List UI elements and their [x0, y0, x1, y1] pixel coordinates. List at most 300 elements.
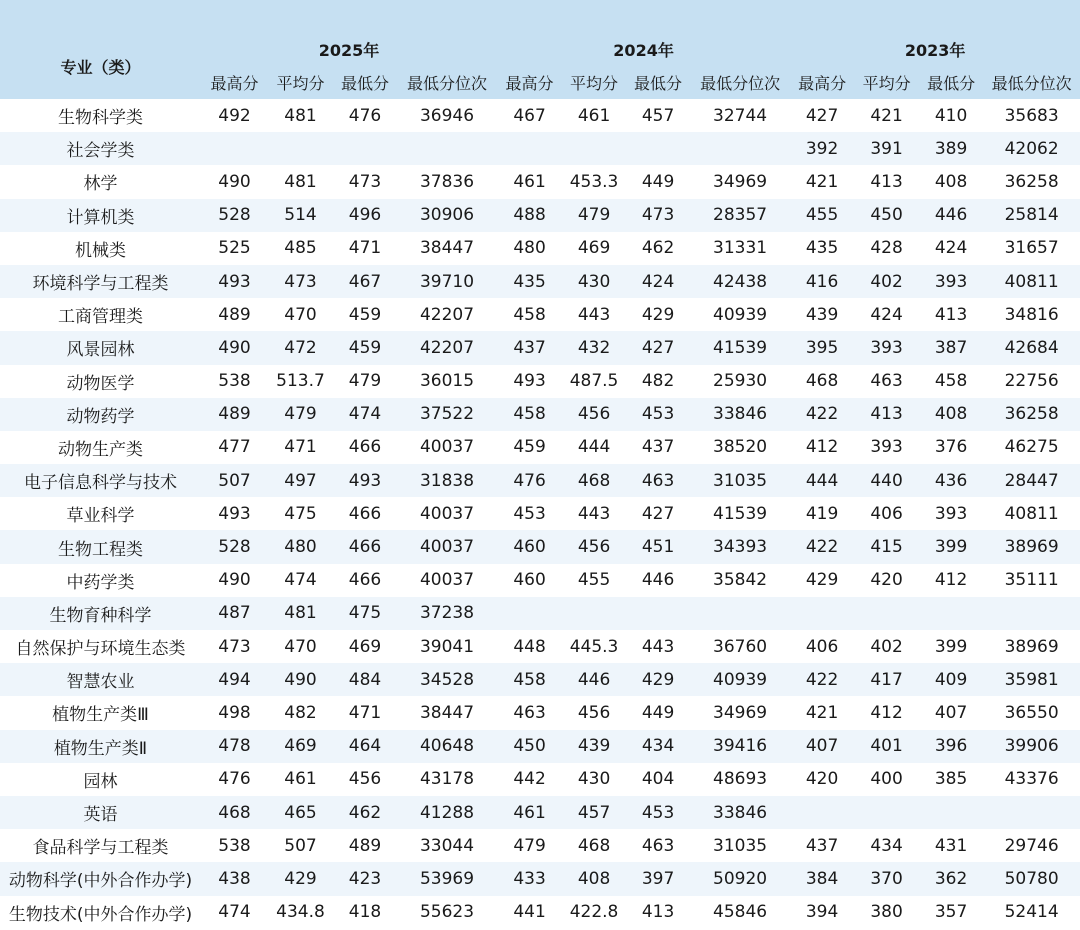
score-cell: 462 — [626, 232, 690, 265]
score-cell: 444 — [790, 464, 854, 497]
table-row — [0, 398, 1080, 431]
score-cell: 481 — [268, 597, 333, 630]
score-cell — [690, 597, 790, 630]
score-cell: 487 — [201, 597, 268, 630]
sub-column-header: 最低分 — [333, 66, 397, 99]
score-cell: 440 — [854, 464, 919, 497]
score-cell: 446 — [919, 199, 983, 232]
score-cell: 43178 — [397, 763, 497, 796]
score-cell: 408 — [919, 165, 983, 198]
score-cell: 55623 — [397, 896, 497, 929]
score-cell: 34816 — [983, 298, 1080, 331]
score-cell: 476 — [333, 99, 397, 132]
major-name-cell: 生物技术(中外合作办学) — [0, 896, 201, 929]
score-cell: 467 — [333, 265, 397, 298]
score-cell: 459 — [497, 431, 562, 464]
major-name-cell: 环境科学与工程类 — [0, 265, 201, 298]
score-cell — [790, 796, 854, 829]
score-cell: 489 — [201, 398, 268, 431]
score-cell: 25930 — [690, 365, 790, 398]
score-cell: 392 — [790, 132, 854, 165]
score-cell: 33846 — [690, 398, 790, 431]
score-cell: 408 — [562, 862, 626, 895]
score-cell: 402 — [854, 265, 919, 298]
score-cell: 38969 — [983, 530, 1080, 563]
score-cell: 490 — [201, 165, 268, 198]
sub-column-header: 平均分 — [268, 66, 333, 99]
score-cell: 32744 — [690, 99, 790, 132]
score-cell: 487.5 — [562, 365, 626, 398]
table-row — [0, 829, 1080, 862]
score-cell: 462 — [333, 796, 397, 829]
score-cell: 479 — [333, 365, 397, 398]
score-cell — [854, 597, 919, 630]
score-cell: 36258 — [983, 165, 1080, 198]
score-cell: 413 — [626, 896, 690, 929]
major-name-cell: 机械类 — [0, 232, 201, 265]
score-cell: 406 — [790, 630, 854, 663]
score-cell: 40939 — [690, 663, 790, 696]
score-cell: 467 — [497, 99, 562, 132]
score-cell — [919, 597, 983, 630]
table-header — [0, 33, 1080, 99]
score-cell: 394 — [790, 896, 854, 929]
score-cell: 437 — [626, 431, 690, 464]
score-cell: 463 — [497, 696, 562, 729]
score-cell: 466 — [333, 564, 397, 597]
score-cell: 468 — [562, 829, 626, 862]
score-cell: 415 — [854, 530, 919, 563]
score-cell: 461 — [562, 99, 626, 132]
score-cell: 475 — [268, 497, 333, 530]
score-cell: 385 — [919, 763, 983, 796]
score-cell: 412 — [790, 431, 854, 464]
score-cell: 37238 — [397, 597, 497, 630]
table-body — [0, 99, 1080, 929]
major-name-cell: 动物生产类 — [0, 431, 201, 464]
score-cell: 450 — [854, 199, 919, 232]
score-cell: 455 — [562, 564, 626, 597]
score-cell: 538 — [201, 365, 268, 398]
score-cell: 413 — [919, 298, 983, 331]
score-cell: 397 — [626, 862, 690, 895]
score-cell: 407 — [919, 696, 983, 729]
score-cell: 43376 — [983, 763, 1080, 796]
score-cell: 31657 — [983, 232, 1080, 265]
score-cell: 412 — [919, 564, 983, 597]
score-cell: 38520 — [690, 431, 790, 464]
score-cell: 469 — [562, 232, 626, 265]
score-cell: 453 — [626, 796, 690, 829]
score-cell: 41539 — [690, 497, 790, 530]
score-cell: 419 — [790, 497, 854, 530]
table-row — [0, 365, 1080, 398]
score-cell: 434.8 — [268, 896, 333, 929]
score-cell: 439 — [562, 730, 626, 763]
score-cell: 38447 — [397, 696, 497, 729]
score-cell: 493 — [333, 464, 397, 497]
sub-column-header: 平均分 — [562, 66, 626, 99]
score-cell: 36550 — [983, 696, 1080, 729]
score-cell: 428 — [854, 232, 919, 265]
score-cell: 34969 — [690, 696, 790, 729]
score-cell: 443 — [562, 497, 626, 530]
score-cell: 466 — [333, 431, 397, 464]
score-cell: 472 — [268, 331, 333, 364]
score-cell: 391 — [854, 132, 919, 165]
score-cell: 476 — [201, 763, 268, 796]
score-cell: 41539 — [690, 331, 790, 364]
score-cell: 409 — [919, 663, 983, 696]
score-cell: 456 — [562, 398, 626, 431]
score-cell: 488 — [497, 199, 562, 232]
table-row — [0, 796, 1080, 829]
score-cell: 357 — [919, 896, 983, 929]
table-row — [0, 298, 1080, 331]
score-cell: 41288 — [397, 796, 497, 829]
score-cell: 437 — [790, 829, 854, 862]
major-name-cell: 英语 — [0, 796, 201, 829]
score-cell: 422 — [790, 530, 854, 563]
major-name-cell: 电子信息科学与技术 — [0, 464, 201, 497]
score-cell: 458 — [497, 298, 562, 331]
major-name-cell: 食品科学与工程类 — [0, 829, 201, 862]
score-cell: 479 — [497, 829, 562, 862]
major-name-cell: 草业科学 — [0, 497, 201, 530]
score-cell: 37522 — [397, 398, 497, 431]
score-cell: 410 — [919, 99, 983, 132]
score-cell: 458 — [919, 365, 983, 398]
score-cell: 420 — [790, 763, 854, 796]
score-cell: 42684 — [983, 331, 1080, 364]
score-cell — [562, 597, 626, 630]
score-cell: 413 — [854, 165, 919, 198]
score-cell: 497 — [268, 464, 333, 497]
score-cell: 446 — [562, 663, 626, 696]
score-cell: 474 — [201, 896, 268, 929]
score-cell: 457 — [562, 796, 626, 829]
score-cell: 470 — [268, 630, 333, 663]
score-cell — [626, 597, 690, 630]
score-cell: 453 — [626, 398, 690, 431]
score-cell: 482 — [268, 696, 333, 729]
score-cell: 427 — [790, 99, 854, 132]
table-row — [0, 696, 1080, 729]
major-name-cell: 动物药学 — [0, 398, 201, 431]
score-cell: 408 — [919, 398, 983, 431]
score-cell: 39416 — [690, 730, 790, 763]
score-cell: 399 — [919, 530, 983, 563]
score-cell: 496 — [333, 199, 397, 232]
score-cell: 40939 — [690, 298, 790, 331]
score-cell: 471 — [333, 696, 397, 729]
score-cell: 31035 — [690, 464, 790, 497]
score-cell: 22756 — [983, 365, 1080, 398]
score-cell: 479 — [268, 398, 333, 431]
sub-column-header: 平均分 — [854, 66, 919, 99]
major-name-cell: 计算机类 — [0, 199, 201, 232]
major-name-cell: 植物生产类Ⅲ — [0, 696, 201, 729]
score-cell — [497, 132, 562, 165]
score-cell: 35981 — [983, 663, 1080, 696]
score-cell: 492 — [201, 99, 268, 132]
score-cell: 389 — [919, 132, 983, 165]
major-name-cell: 中药学类 — [0, 564, 201, 597]
score-cell: 40037 — [397, 530, 497, 563]
score-cell: 461 — [268, 763, 333, 796]
score-cell: 417 — [854, 663, 919, 696]
score-cell: 40037 — [397, 431, 497, 464]
score-cell: 449 — [626, 696, 690, 729]
score-cell: 513.7 — [268, 365, 333, 398]
score-cell: 42207 — [397, 331, 497, 364]
table-row — [0, 132, 1080, 165]
score-cell: 35111 — [983, 564, 1080, 597]
score-cell: 528 — [201, 199, 268, 232]
score-cell: 480 — [268, 530, 333, 563]
major-name-cell: 生物科学类 — [0, 99, 201, 132]
score-cell: 427 — [626, 497, 690, 530]
score-cell: 434 — [626, 730, 690, 763]
score-cell: 445.3 — [562, 630, 626, 663]
score-cell: 36760 — [690, 630, 790, 663]
score-cell: 463 — [626, 464, 690, 497]
score-cell: 498 — [201, 696, 268, 729]
score-cell: 453.3 — [562, 165, 626, 198]
score-cell: 430 — [562, 265, 626, 298]
table-row — [0, 165, 1080, 198]
score-cell: 464 — [333, 730, 397, 763]
score-cell: 376 — [919, 431, 983, 464]
score-cell: 396 — [919, 730, 983, 763]
table-row — [0, 331, 1080, 364]
score-cell: 40037 — [397, 497, 497, 530]
table-row — [0, 597, 1080, 630]
score-cell — [983, 796, 1080, 829]
score-cell: 461 — [497, 796, 562, 829]
score-cell: 401 — [854, 730, 919, 763]
score-cell: 474 — [268, 564, 333, 597]
score-cell: 50920 — [690, 862, 790, 895]
table-row — [0, 99, 1080, 132]
sub-column-header: 最高分 — [790, 66, 854, 99]
score-cell: 493 — [201, 265, 268, 298]
score-cell: 33846 — [690, 796, 790, 829]
table-row — [0, 630, 1080, 663]
score-cell: 466 — [333, 530, 397, 563]
score-cell: 490 — [268, 663, 333, 696]
score-cell: 423 — [333, 862, 397, 895]
score-cell — [790, 597, 854, 630]
score-cell: 28357 — [690, 199, 790, 232]
score-cell: 407 — [790, 730, 854, 763]
score-cell: 460 — [497, 530, 562, 563]
top-banner — [0, 0, 1080, 33]
table-row — [0, 564, 1080, 597]
score-cell: 456 — [562, 696, 626, 729]
score-cell: 28447 — [983, 464, 1080, 497]
score-cell: 473 — [268, 265, 333, 298]
score-cell: 40811 — [983, 497, 1080, 530]
score-cell: 413 — [854, 398, 919, 431]
score-cell: 422 — [790, 398, 854, 431]
score-cell: 39710 — [397, 265, 497, 298]
score-cell: 466 — [333, 497, 397, 530]
score-cell: 463 — [626, 829, 690, 862]
score-cell — [268, 132, 333, 165]
score-cell: 40037 — [397, 564, 497, 597]
major-name-cell: 社会学类 — [0, 132, 201, 165]
score-cell: 458 — [497, 663, 562, 696]
score-cell: 455 — [790, 199, 854, 232]
score-cell: 31035 — [690, 829, 790, 862]
score-cell: 393 — [854, 331, 919, 364]
score-cell: 480 — [497, 232, 562, 265]
score-cell: 481 — [268, 165, 333, 198]
score-cell: 443 — [562, 298, 626, 331]
score-cell — [397, 132, 497, 165]
score-cell: 453 — [497, 497, 562, 530]
sub-column-header: 最低分位次 — [397, 66, 497, 99]
score-cell: 40811 — [983, 265, 1080, 298]
score-cell: 493 — [201, 497, 268, 530]
score-cell: 451 — [626, 530, 690, 563]
score-cell: 429 — [626, 298, 690, 331]
score-cell: 380 — [854, 896, 919, 929]
table-row — [0, 896, 1080, 929]
admission-score-table — [0, 33, 1080, 929]
score-cell: 52414 — [983, 896, 1080, 929]
major-name-cell: 工商管理类 — [0, 298, 201, 331]
score-cell: 37836 — [397, 165, 497, 198]
score-cell: 42207 — [397, 298, 497, 331]
score-cell: 494 — [201, 663, 268, 696]
score-cell: 479 — [562, 199, 626, 232]
score-cell: 50780 — [983, 862, 1080, 895]
score-cell: 471 — [268, 431, 333, 464]
score-cell: 457 — [626, 99, 690, 132]
score-cell: 475 — [333, 597, 397, 630]
table-row — [0, 763, 1080, 796]
table-row — [0, 464, 1080, 497]
table-row — [0, 497, 1080, 530]
score-cell: 477 — [201, 431, 268, 464]
score-cell: 482 — [626, 365, 690, 398]
score-cell — [497, 597, 562, 630]
sub-column-header: 最低分 — [919, 66, 983, 99]
score-cell: 432 — [562, 331, 626, 364]
sub-column-header: 最高分 — [201, 66, 268, 99]
score-cell: 36258 — [983, 398, 1080, 431]
score-cell: 507 — [201, 464, 268, 497]
score-cell: 393 — [919, 265, 983, 298]
score-cell: 422.8 — [562, 896, 626, 929]
score-cell: 439 — [790, 298, 854, 331]
table-row — [0, 663, 1080, 696]
score-cell: 418 — [333, 896, 397, 929]
score-cell: 33044 — [397, 829, 497, 862]
table-row — [0, 730, 1080, 763]
score-cell: 38447 — [397, 232, 497, 265]
year-header-2025: 2025年 — [201, 33, 497, 66]
score-cell: 46275 — [983, 431, 1080, 464]
score-cell: 370 — [854, 862, 919, 895]
score-cell: 525 — [201, 232, 268, 265]
score-cell: 412 — [854, 696, 919, 729]
sub-column-header: 最低分位次 — [983, 66, 1080, 99]
score-cell: 387 — [919, 331, 983, 364]
score-cell: 442 — [497, 763, 562, 796]
score-cell: 446 — [626, 564, 690, 597]
score-cell: 468 — [790, 365, 854, 398]
score-cell: 429 — [790, 564, 854, 597]
score-cell: 435 — [497, 265, 562, 298]
score-cell: 404 — [626, 763, 690, 796]
score-cell: 31331 — [690, 232, 790, 265]
major-name-cell: 生物育种科学 — [0, 597, 201, 630]
score-cell — [333, 132, 397, 165]
table-row — [0, 431, 1080, 464]
sub-column-header: 最低分 — [626, 66, 690, 99]
sub-column-header: 最高分 — [497, 66, 562, 99]
score-cell: 402 — [854, 630, 919, 663]
score-cell: 25814 — [983, 199, 1080, 232]
score-cell: 493 — [497, 365, 562, 398]
major-name-cell: 动物科学(中外合作办学) — [0, 862, 201, 895]
score-cell: 36946 — [397, 99, 497, 132]
score-cell: 460 — [497, 564, 562, 597]
score-cell: 422 — [790, 663, 854, 696]
score-cell: 444 — [562, 431, 626, 464]
year-header-row — [0, 33, 1080, 66]
score-cell: 34969 — [690, 165, 790, 198]
major-name-cell: 生物工程类 — [0, 530, 201, 563]
score-cell: 427 — [626, 331, 690, 364]
score-cell: 433 — [497, 862, 562, 895]
score-cell — [562, 132, 626, 165]
score-cell — [854, 796, 919, 829]
table-row — [0, 232, 1080, 265]
table-row — [0, 862, 1080, 895]
score-cell: 29746 — [983, 829, 1080, 862]
score-cell: 30906 — [397, 199, 497, 232]
score-cell: 448 — [497, 630, 562, 663]
score-cell: 429 — [626, 663, 690, 696]
score-cell: 39041 — [397, 630, 497, 663]
score-cell — [983, 597, 1080, 630]
score-cell: 490 — [201, 564, 268, 597]
score-cell: 429 — [268, 862, 333, 895]
score-cell: 481 — [268, 99, 333, 132]
score-cell: 469 — [333, 630, 397, 663]
score-cell: 478 — [201, 730, 268, 763]
score-cell: 458 — [497, 398, 562, 431]
score-cell: 42062 — [983, 132, 1080, 165]
table-row — [0, 530, 1080, 563]
score-cell: 434 — [854, 829, 919, 862]
score-cell: 471 — [333, 232, 397, 265]
score-cell: 490 — [201, 331, 268, 364]
score-cell: 45846 — [690, 896, 790, 929]
score-cell: 476 — [497, 464, 562, 497]
score-cell — [919, 796, 983, 829]
score-cell: 420 — [854, 564, 919, 597]
score-cell: 35842 — [690, 564, 790, 597]
score-cell: 489 — [201, 298, 268, 331]
score-cell: 399 — [919, 630, 983, 663]
score-cell: 485 — [268, 232, 333, 265]
score-cell: 528 — [201, 530, 268, 563]
